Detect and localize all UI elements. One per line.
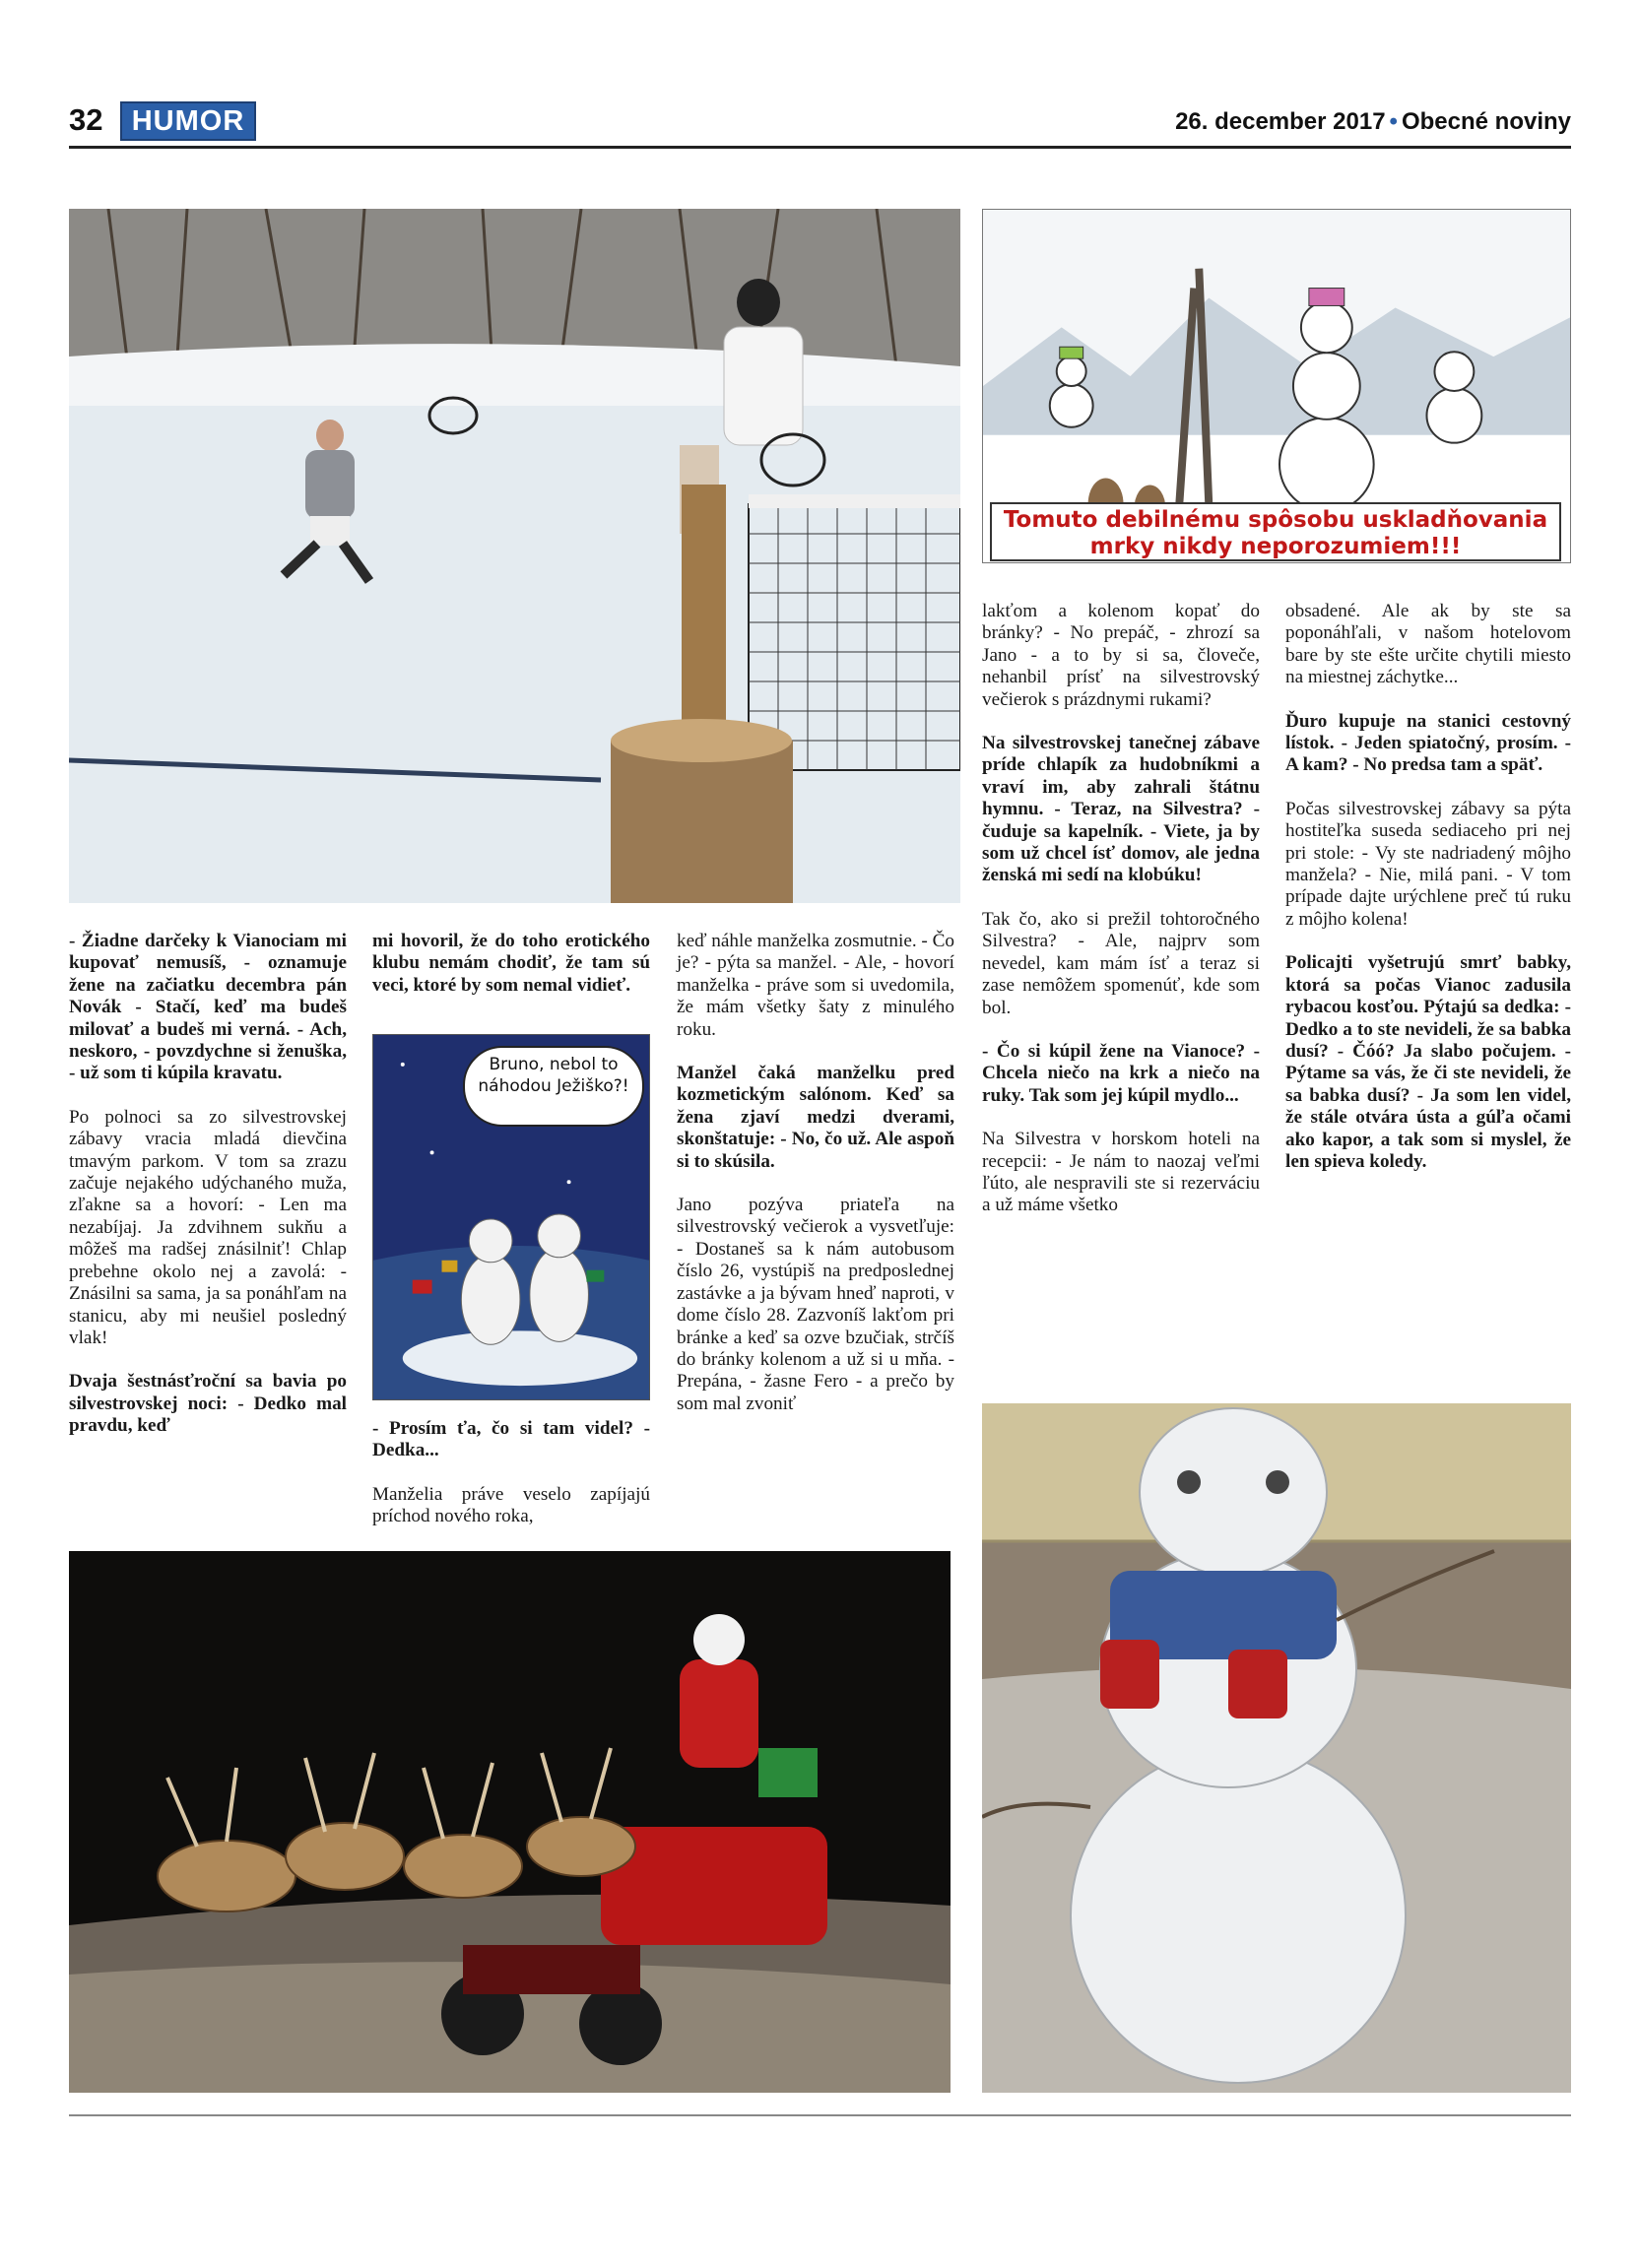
snowman-cartoon-caption: Tomuto debilnému spôsobu uskladňovania mrky nikdy neporozumiem!!!: [990, 502, 1561, 561]
joke-train-ticket: Ďuro kupuje na stanici cestovný lístok. - Jeden spiatočný, prosím. - A kam? - No predsa tam a späť.: [1285, 710, 1571, 776]
joke-gift-tie: - Žiadne darčeky k Vianociam mi kupovať nemusíš, - oznamuje žene na začiatku decembra pán Novák - Stačí, keď ma budeš milovať a budeš mi verná. - Ach, neskoro, - povzdychne si ženuška, - už som ti kúpila kravatu.: [69, 931, 347, 1084]
publication-name: Obecné noviny: [1401, 108, 1571, 135]
column-2-bottom: [372, 1418, 650, 1550]
joke-jano-party: Jano pozýva priateľa na silvestrovský večierok a vysvetľuje: - Dostaneš sa k nám autobusom číslo 26, vystúpiš na predposlednej zastávke a ja bývam hneď naproti, v dome číslo 28. Zazvoníš lakťom pri bránke a keď sa ozve bzučiak, strčíš do bránky kolenom a už si u mňa. - Prepána, - žasne Fero - a prečo by som mal zvoniť: [677, 1195, 954, 1414]
joke-erotic-club-start: Dvaja šestnásťroční sa bavia po silvestrovskej noci: - Dedko mal pravdu, keď: [69, 1371, 347, 1437]
ice-tennis-photo: [69, 209, 960, 903]
column-1: [69, 931, 347, 1459]
issue-info: [1175, 108, 1571, 136]
santa-quad-sleigh-photo: [69, 1551, 951, 2093]
joke-new-year-start: Manželia práve veselo zapíjajú príchod nového roka,: [372, 1483, 650, 1527]
joke-new-year-cont: keď náhle manželka zosmutnie. - Čo je? - pýta sa manžel. - Ale, - hovorí manželka - práve som si uvedomila, že mám všetky šaty z minulého roku.: [677, 931, 955, 1040]
joke-grandpa-punchline: - Prosím ťa, čo si tam videl? - Dedka...: [372, 1418, 650, 1461]
column-5: [1285, 601, 1571, 1195]
bullet-separator: •: [1389, 108, 1398, 135]
joke-jano-party-cont: lakťom a kolenom kopať do bránky? - No prepáč, - zhrozí sa Jano - a to by si sa, človeče, nehanbil prísť na silvestrovský večierok s prázdnymi rukami?: [982, 601, 1260, 710]
joke-park-girl: Po polnoci sa zo silvestrovskej zábavy vracia mladá dievčina tmavým parkom. V tom sa zrazu začuje nejakého udýchaného muža, zľakne sa a hovorí: - Len ma nezabíjaj. Ja zdvihnem sukňu a môžeš ma radšej znásilniť! Chlap prebehne okolo nej a zavolá: - Znásilni sa sama, ja sa ponáhľam na stanicu, aby mi neušiel posledný vlak!: [69, 1106, 347, 1348]
section-label: HUMOR: [120, 101, 256, 141]
header-rule: [69, 146, 1571, 149]
joke-hostess: Počas silvestrovskej zábavy sa pýta hostiteľka suseda sediaceho pri nej pri stole: - Vy ste nadriadený môjho manžela? - Nie, milá pani. - V tom prípade dajte urýchlene preč tú ruku z môjho kolena!: [1285, 798, 1571, 930]
joke-soap: - Čo si kúpil žene na Vianoce? - Chcela niečo na krk a niečo na ruky. Tak som jej kúpil mydlo...: [982, 1040, 1260, 1106]
page-number: 32: [69, 102, 103, 137]
issue-date: 26. december 2017: [1175, 108, 1386, 135]
joke-erotic-club-cont: mi hovoril, že do toho erotického klubu nemám chodiť, že tam sú veci, ktoré by som nemal vidieť.: [372, 931, 650, 996]
joke-hotel-start: Na Silvestra v horskom hoteli na recepcii: - Je nám to naozaj veľmi ľúto, ale nespravili ste si rezerváciu a už máme všetko: [982, 1129, 1260, 1216]
column-2: [372, 931, 650, 1018]
column-3: [677, 931, 954, 1437]
snowman-photo: [982, 1403, 1571, 2093]
joke-hotel-cont: obsadené. Ale ak by ste sa poponáhľali, v našom hotelovom bare by ste ešte určite chytili miesto na miestnej záchytke...: [1285, 601, 1571, 688]
joke-anthem: Na silvestrovskej tanečnej zábave príde chlapík za hudobníkmi a vraví im, aby zahrali štátnu hymnu. - Teraz, na Silvestra? - čuduje sa kapelník. - Viete, ja by som už chcel ísť domov, ale jedna ženská mi sedí na klobúku!: [982, 733, 1260, 886]
joke-beauty-salon: Manžel čaká manželku pred kozmetickým salónom. Keď sa žena zjaví medzi dverami, skonštatuje: - No, čo už. Ale aspoň si to skúsila.: [677, 1063, 954, 1172]
joke-silvester: Tak čo, ako si prežil tohtoročného Silvestra? - Ale, najprv som nevedel, kam mám ísť a teraz si zase nemôžem spomenúť, kde som bol.: [982, 908, 1260, 1018]
joke-fish-bone: Policajti vyšetrujú smrť babky, ktorá sa počas Vianoc zadusila rybacou kosťou. Pýtajú sa dedka: - Dedko a to ste nevideli, že sa babka dusí? - Čóó? Ja slabo počujem. - Pýtame sa vás, že či ste nevideli, že sa babka dusí? - Ja som len videl, že stále otvára ústa a gúľa očami ako kapor, a tak som si myslel, že len spieva koledy.: [1285, 952, 1571, 1172]
bear-speech-bubble: Bruno, nebol to náhodou Ježiško?!: [463, 1046, 644, 1127]
column-4: [982, 601, 1260, 1239]
footer-rule: [69, 2114, 1571, 2116]
